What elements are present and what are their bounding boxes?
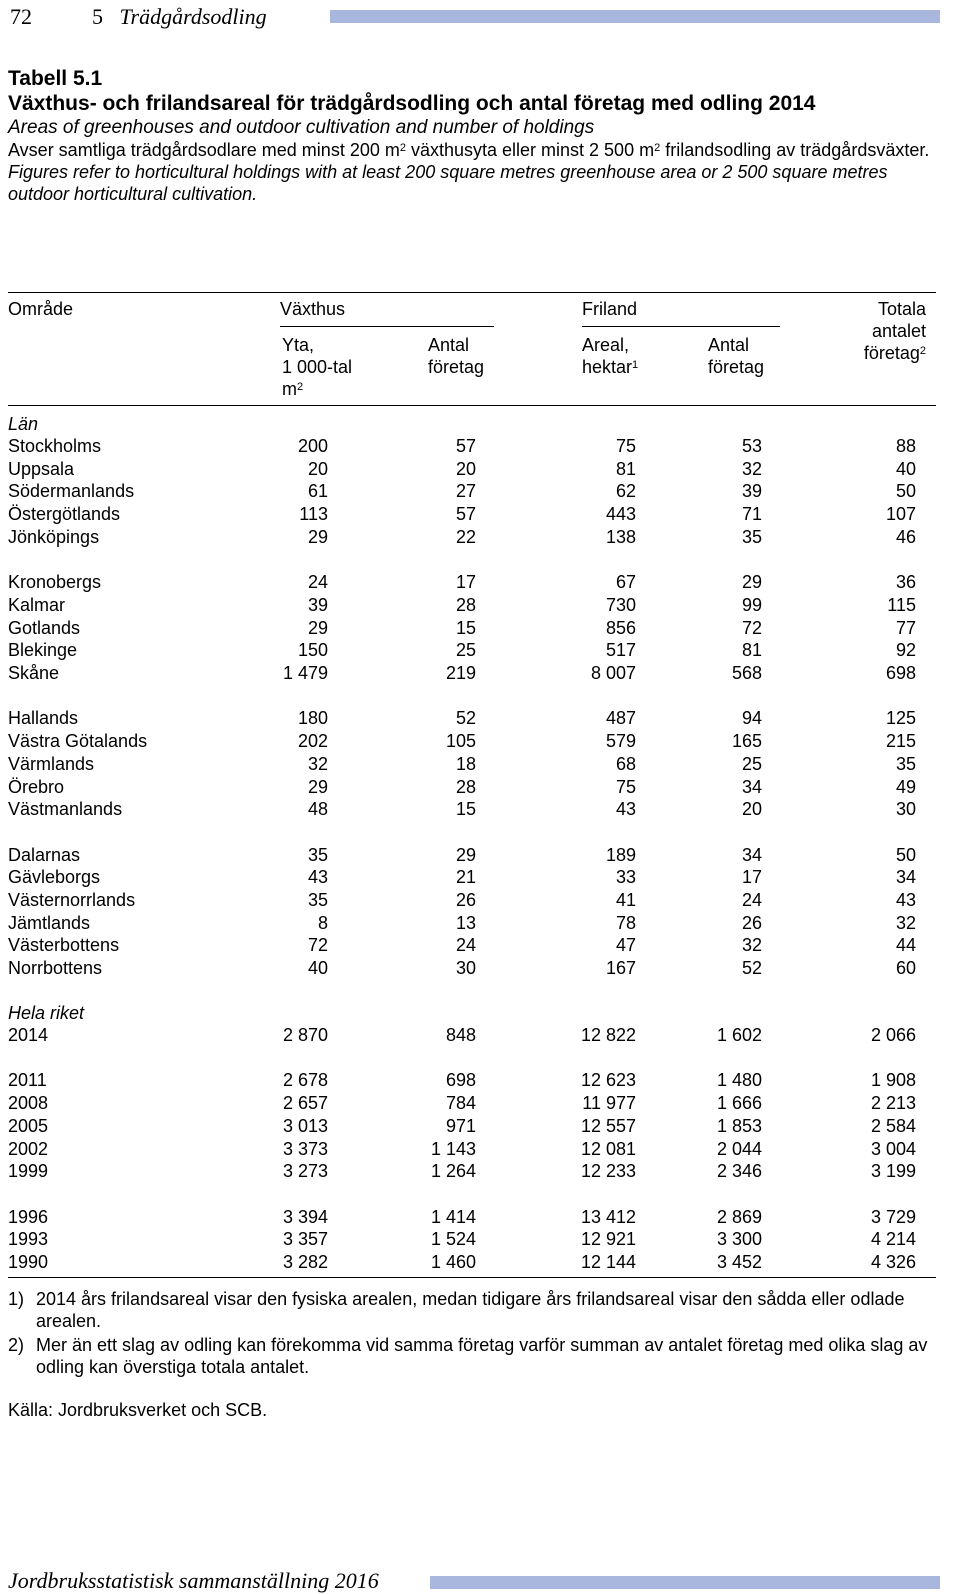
cell-value: 24 <box>455 935 476 956</box>
cell-value: 3 013 <box>282 1115 328 1136</box>
row-label: Örebro <box>8 776 65 797</box>
vaxthus-span-rule <box>280 326 494 327</box>
cell-value: 24 <box>307 572 328 593</box>
cell-value: 12 081 <box>580 1138 636 1159</box>
table-title: Växthus- och frilandsareal för trädgårdsodling och antal företag med odling 2014 <box>8 92 816 115</box>
cell-value: 35 <box>741 526 762 547</box>
footnotes <box>8 1288 938 1380</box>
row-label: 1990 <box>8 1252 49 1272</box>
col-header-antal-friland: Antal företag <box>708 335 765 377</box>
cell-value: 57 <box>455 504 476 525</box>
cell-value: 34 <box>895 867 916 888</box>
cell-value: 52 <box>741 958 762 979</box>
cell-value: 12 233 <box>580 1161 636 1182</box>
cell-value: 167 <box>605 958 636 979</box>
footnote-2: 2) Mer än ett slag av odling kan förekomma vid samma företag varför summan av antalet företag med olika slag av odling kan överstiga totala antalet. <box>8 1335 928 1377</box>
cell-value: 2 678 <box>282 1070 328 1091</box>
table-row <box>8 889 936 912</box>
cell-value: 12 822 <box>580 1025 636 1045</box>
cell-value: 12 557 <box>580 1115 636 1136</box>
row-label: 2005 <box>8 1115 49 1136</box>
cell-value: 53 <box>741 436 762 456</box>
table-top-rule <box>8 292 936 293</box>
cell-value: 29 <box>455 844 476 865</box>
cell-value: 1 853 <box>716 1115 762 1136</box>
cell-value: 1 524 <box>430 1229 476 1250</box>
row-label: Jönköpings <box>8 526 100 547</box>
table-row <box>8 458 936 481</box>
row-label: Västra Götalands <box>8 731 148 752</box>
table-label: Tabell 5.1 <box>8 67 103 90</box>
cell-value: 28 <box>455 594 476 615</box>
cell-value: 2 870 <box>282 1025 328 1045</box>
table-row <box>8 594 936 617</box>
table-row <box>8 912 936 935</box>
cell-value: 35 <box>307 890 328 910</box>
table-row <box>8 435 936 458</box>
table-row <box>8 730 936 753</box>
cell-value: 12 623 <box>580 1070 636 1091</box>
cell-value: 215 <box>885 731 916 752</box>
cell-value: 2 584 <box>870 1115 916 1136</box>
cell-value: 3 300 <box>716 1229 762 1250</box>
cell-value: 848 <box>445 1025 476 1045</box>
cell-value: 730 <box>605 594 636 615</box>
cell-value: 4 326 <box>870 1252 916 1272</box>
cell-value: 8 <box>317 912 328 933</box>
cell-value: 25 <box>455 640 476 661</box>
cell-value: 40 <box>895 458 916 479</box>
cell-value: 1 479 <box>282 663 328 683</box>
table-row <box>8 1138 936 1161</box>
col-header-omrade: Område <box>8 299 74 319</box>
cell-value: 3 199 <box>870 1161 916 1182</box>
cell-value: 15 <box>455 617 476 638</box>
cell-value: 27 <box>455 481 476 502</box>
cell-value: 105 <box>445 731 476 752</box>
cell-value: 34 <box>741 776 762 797</box>
cell-value: 67 <box>615 572 636 593</box>
cell-value: 21 <box>455 867 476 888</box>
table-row <box>8 662 936 685</box>
table-row <box>8 1092 936 1115</box>
table-row <box>8 1024 936 1047</box>
cell-value: 32 <box>895 912 916 933</box>
header-accent-bar <box>330 10 940 23</box>
cell-value: 1 264 <box>430 1161 476 1182</box>
cell-value: 219 <box>445 663 476 683</box>
cell-value: 92 <box>895 640 916 661</box>
cell-value: 150 <box>297 640 328 661</box>
chapter-heading <box>92 4 267 30</box>
cell-value: 17 <box>741 867 762 888</box>
cell-value: 1 666 <box>716 1093 762 1114</box>
table-row <box>8 844 936 867</box>
cell-value: 26 <box>741 912 762 933</box>
cell-value: 1 460 <box>430 1252 476 1272</box>
col-header-antal-vaxthus: Antal företag <box>428 335 485 377</box>
cell-value: 24 <box>741 890 762 910</box>
cell-value: 3 452 <box>716 1252 762 1272</box>
cell-value: 29 <box>307 776 328 797</box>
table-row <box>8 1160 936 1183</box>
cell-value: 138 <box>605 526 636 547</box>
table-row <box>8 480 936 503</box>
cell-value: 487 <box>605 708 636 729</box>
cell-value: 77 <box>895 617 916 638</box>
cell-value: 1 143 <box>430 1138 476 1159</box>
col-header-yta: Yta, 1 000-tal $m^2$ <box>282 335 353 399</box>
cell-value: 3 273 <box>282 1161 328 1182</box>
cell-value: 75 <box>615 436 636 456</box>
cell-value: 1 602 <box>716 1025 762 1045</box>
cell-value: 49 <box>895 776 916 797</box>
cell-value: 40 <box>307 958 328 979</box>
cell-value: 180 <box>297 708 328 729</box>
col-header-totala: Totala antalet företag$^2$ <box>863 299 926 363</box>
row-label: Stockholms <box>8 436 102 456</box>
cell-value: 29 <box>307 617 328 638</box>
cell-value: 12 921 <box>580 1229 636 1250</box>
cell-value: 1 908 <box>870 1070 916 1091</box>
cell-value: 39 <box>741 481 762 502</box>
cell-value: 971 <box>445 1115 476 1136</box>
row-label: Gävleborgs <box>8 867 101 888</box>
table-bottom-rule <box>8 1277 936 1278</box>
cell-value: 20 <box>307 458 328 479</box>
cell-value: 2 869 <box>716 1206 762 1227</box>
row-label: Kronobergs <box>8 572 102 593</box>
row-label: 2014 <box>8 1025 49 1045</box>
cell-value: 1 414 <box>430 1206 476 1227</box>
cell-value: 18 <box>455 753 476 774</box>
cell-value: 81 <box>615 458 636 479</box>
table-row <box>8 957 936 980</box>
table-row <box>8 526 936 549</box>
row-label: Södermanlands <box>8 481 135 502</box>
cell-value: 3 729 <box>870 1206 916 1227</box>
cell-value: 517 <box>605 640 636 661</box>
cell-value: 443 <box>605 504 636 525</box>
cell-value: 43 <box>307 867 328 888</box>
row-label: Hallands <box>8 708 79 729</box>
footnote-1: 1) 2014 års frilandsareal visar den fysiska arealen, medan tidigare års frilandsareal visar den sådda eller odlade arealen. <box>8 1289 905 1331</box>
cell-value: 50 <box>895 844 916 865</box>
cell-value: 39 <box>307 594 328 615</box>
section-hela-riket: Hela riket <box>8 1003 85 1023</box>
cell-value: 28 <box>455 776 476 797</box>
cell-value: 32 <box>741 458 762 479</box>
chapter-title: Trädgårdsodling <box>119 4 267 29</box>
table-caption <box>8 66 938 205</box>
section-lan: Län <box>8 414 39 434</box>
cell-value: 94 <box>741 708 762 729</box>
row-label: Skåne <box>8 663 60 683</box>
cell-value: 43 <box>615 799 636 820</box>
cell-value: 32 <box>307 753 328 774</box>
row-label: Västerbottens <box>8 935 120 956</box>
cell-value: 784 <box>445 1093 476 1114</box>
cell-value: 20 <box>455 458 476 479</box>
cell-value: 3 373 <box>282 1138 328 1159</box>
cell-value: 29 <box>741 572 762 593</box>
table-row <box>8 617 936 640</box>
table-title-english: Areas of greenhouses and outdoor cultivation and number of holdings <box>8 117 595 138</box>
row-label: Kalmar <box>8 594 66 615</box>
row-label: 1996 <box>8 1206 49 1227</box>
row-label: Värmlands <box>8 753 95 774</box>
row-label: Östergötlands <box>8 504 121 525</box>
table-row <box>8 707 936 730</box>
cell-value: 2 066 <box>870 1025 916 1045</box>
row-label: Blekinge <box>8 640 78 661</box>
row-label: Gotlands <box>8 617 81 638</box>
cell-value: 200 <box>297 436 328 456</box>
table-row <box>8 866 936 889</box>
cell-value: 3 282 <box>282 1252 328 1272</box>
cell-value: 43 <box>895 890 916 910</box>
cell-value: 22 <box>455 526 476 547</box>
cell-value: 75 <box>615 776 636 797</box>
cell-value: 17 <box>455 572 476 593</box>
col-header-areal: Areal, hektar$^1$ <box>582 335 639 377</box>
cell-value: 46 <box>895 526 916 547</box>
cell-value: 99 <box>741 594 762 615</box>
table-row <box>8 1069 936 1092</box>
cell-value: 35 <box>307 844 328 865</box>
cell-value: 48 <box>307 799 328 820</box>
cell-value: 88 <box>895 436 916 456</box>
cell-value: 44 <box>895 935 916 956</box>
col-header-friland: Friland <box>582 299 638 319</box>
cell-value: 34 <box>741 844 762 865</box>
cell-value: 26 <box>455 890 476 910</box>
table-description-english: Figures refer to horticultural holdings with at least 200 square metres greenhouse area or 2 500 square metres outdoor horticultural cultivation. <box>8 162 888 204</box>
cell-value: 35 <box>895 753 916 774</box>
row-label: 1993 <box>8 1229 49 1250</box>
header-bottom-rule <box>8 405 936 406</box>
cell-value: 15 <box>455 799 476 820</box>
cell-value: 13 <box>455 912 476 933</box>
row-label: 1999 <box>8 1161 49 1182</box>
cell-value: 2 044 <box>716 1138 762 1159</box>
cell-value: 125 <box>885 708 916 729</box>
cell-value: 72 <box>307 935 328 956</box>
page-number: 72 <box>10 4 32 29</box>
cell-value: 41 <box>615 890 636 910</box>
table-row <box>8 1206 936 1229</box>
cell-value: 3 394 <box>282 1206 328 1227</box>
cell-value: 2 657 <box>282 1093 328 1114</box>
cell-value: 165 <box>731 731 762 752</box>
row-label: 2008 <box>8 1093 49 1114</box>
cell-value: 57 <box>455 436 476 456</box>
cell-value: 3 004 <box>870 1138 916 1159</box>
cell-value: 698 <box>885 663 916 683</box>
chapter-number: 5 <box>92 4 103 29</box>
cell-value: 52 <box>455 708 476 729</box>
cell-value: 12 144 <box>580 1252 636 1272</box>
cell-value: 115 <box>887 594 916 615</box>
cell-value: 33 <box>615 867 636 888</box>
cell-value: 13 412 <box>580 1206 636 1227</box>
table-row <box>8 753 936 776</box>
row-label: Dalarnas <box>8 844 81 865</box>
cell-value: 25 <box>741 753 762 774</box>
cell-value: 4 214 <box>870 1229 916 1250</box>
cell-value: 71 <box>741 504 762 525</box>
cell-value: 568 <box>731 663 762 683</box>
cell-value: 30 <box>455 958 476 979</box>
cell-value: 2 213 <box>870 1093 916 1114</box>
page-header <box>0 0 960 36</box>
footer-accent-bar <box>430 1576 940 1589</box>
cell-value: 81 <box>741 640 762 661</box>
cell-value: 78 <box>615 912 636 933</box>
cell-value: 189 <box>605 844 636 865</box>
cell-value: 61 <box>307 481 328 502</box>
table-row <box>8 1115 936 1138</box>
row-label: 2002 <box>8 1138 49 1159</box>
cell-value: 36 <box>895 572 916 593</box>
table-row <box>8 1251 936 1274</box>
cell-value: 60 <box>895 958 916 979</box>
table-row <box>8 934 936 957</box>
cell-value: 202 <box>297 731 328 752</box>
cell-value: 50 <box>895 481 916 502</box>
table-row <box>8 639 936 662</box>
table-row <box>8 571 936 594</box>
row-label: Uppsala <box>8 458 75 479</box>
cell-value: 32 <box>741 935 762 956</box>
row-label: Jämtlands <box>8 912 91 933</box>
col-header-vaxthus: Växthus <box>280 299 346 319</box>
row-label: Norrbottens <box>8 958 103 979</box>
cell-value: 8 007 <box>590 663 636 683</box>
table-description: Avser samtliga trädgårdsodlare med minst 200 $m^2$ växthusyta eller minst 2 500 $m^2$ frilandsodling av trädgårdsväxter. <box>8 140 930 160</box>
cell-value: 62 <box>615 481 636 502</box>
cell-value: 107 <box>885 504 916 525</box>
row-label: 2011 <box>8 1070 47 1091</box>
row-label: Västernorrlands <box>8 890 136 910</box>
source-note: Källa: Jordbruksverket och SCB. <box>8 1400 268 1420</box>
cell-value: 29 <box>307 526 328 547</box>
row-label: Västmanlands <box>8 799 123 820</box>
cell-value: 20 <box>741 799 762 820</box>
cell-value: 1 480 <box>716 1070 762 1091</box>
cell-value: 113 <box>299 504 328 525</box>
cell-value: 47 <box>615 935 636 956</box>
friland-span-rule <box>582 326 780 327</box>
table-row <box>8 798 936 821</box>
table-row <box>8 776 936 799</box>
cell-value: 11 977 <box>582 1093 636 1114</box>
cell-value: 698 <box>445 1070 476 1091</box>
table-row <box>8 1228 936 1251</box>
cell-value: 30 <box>895 799 916 820</box>
cell-value: 3 357 <box>282 1229 328 1250</box>
cell-value: 2 346 <box>716 1161 762 1182</box>
cell-value: 856 <box>605 617 636 638</box>
table-row <box>8 503 936 526</box>
cell-value: 579 <box>605 731 636 752</box>
cell-value: 72 <box>741 617 762 638</box>
cell-value: 68 <box>615 753 636 774</box>
page-footer: Jordbruksstatistisk sammanställning 2016 <box>8 1568 379 1593</box>
